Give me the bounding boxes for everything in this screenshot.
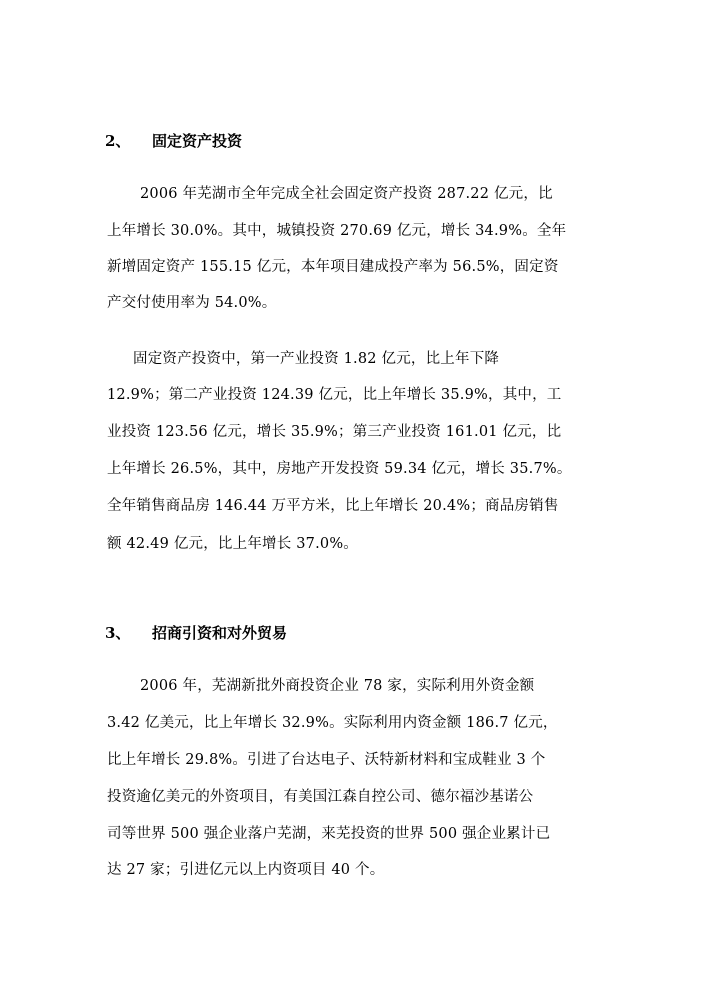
paragraph-line: 额 42.49 亿元，比上年增长 37.0%。 <box>107 536 358 552</box>
paragraph-line: 12.9%；第二产业投资 124.39 亿元，比上年增长 35.9%，其中，工 <box>107 387 562 403</box>
section-number: 3、 <box>105 624 131 642</box>
paragraph-line: 上年增长 30.0%。其中，城镇投资 270.69 亿元，增长 34.9%。全年 <box>107 223 567 239</box>
section-title: 固定资产投资 <box>152 132 243 150</box>
paragraph-line: 2006 年，芜湖新批外商投资企业 78 家，实际利用外资金额 <box>140 678 535 694</box>
paragraph-line: 投资逾亿美元的外资项目，有美国江森自控公司、德尔福沙基诺公 <box>107 789 534 805</box>
paragraph-line: 2006 年芜湖市全年完成全社会固定资产投资 287.22 亿元，比 <box>140 186 553 202</box>
section-title: 招商引资和对外贸易 <box>152 624 288 642</box>
paragraph-line: 司等世界 500 强企业落户芜湖，来芜投资的世界 500 强企业累计已 <box>107 826 551 842</box>
paragraph-line: 3.42 亿美元，比上年增长 32.9%。实际利用内资金额 186.7 亿元， <box>107 715 558 731</box>
paragraph-line: 达 27 家；引进亿元以上内资项目 40 个。 <box>107 862 385 878</box>
section-heading-2 <box>105 131 242 151</box>
paragraph-line: 比上年增长 29.8%。引进了台达电子、沃特新材料和宝成鞋业 3 个 <box>107 752 546 768</box>
paragraph-line: 固定资产投资中，第一产业投资 1.82 亿元，比上年下降 <box>133 351 500 367</box>
paragraph-line: 全年销售商品房 146.44 万平方米，比上年增长 20.4%；商品房销售 <box>107 498 559 514</box>
paragraph-line: 业投资 123.56 亿元，增长 35.9%；第三产业投资 161.01 亿元，比 <box>107 424 562 440</box>
section-heading-3 <box>105 623 287 643</box>
paragraph-line: 上年增长 26.5%，其中，房地产开发投资 59.34 亿元，增长 35.7%。 <box>107 461 572 477</box>
paragraph-line: 产交付使用率为 54.0%。 <box>107 295 277 311</box>
paragraph-line: 新增固定资产 155.15 亿元，本年项目建成投产率为 56.5%，固定资 <box>107 259 559 275</box>
section-number: 2、 <box>105 132 131 150</box>
